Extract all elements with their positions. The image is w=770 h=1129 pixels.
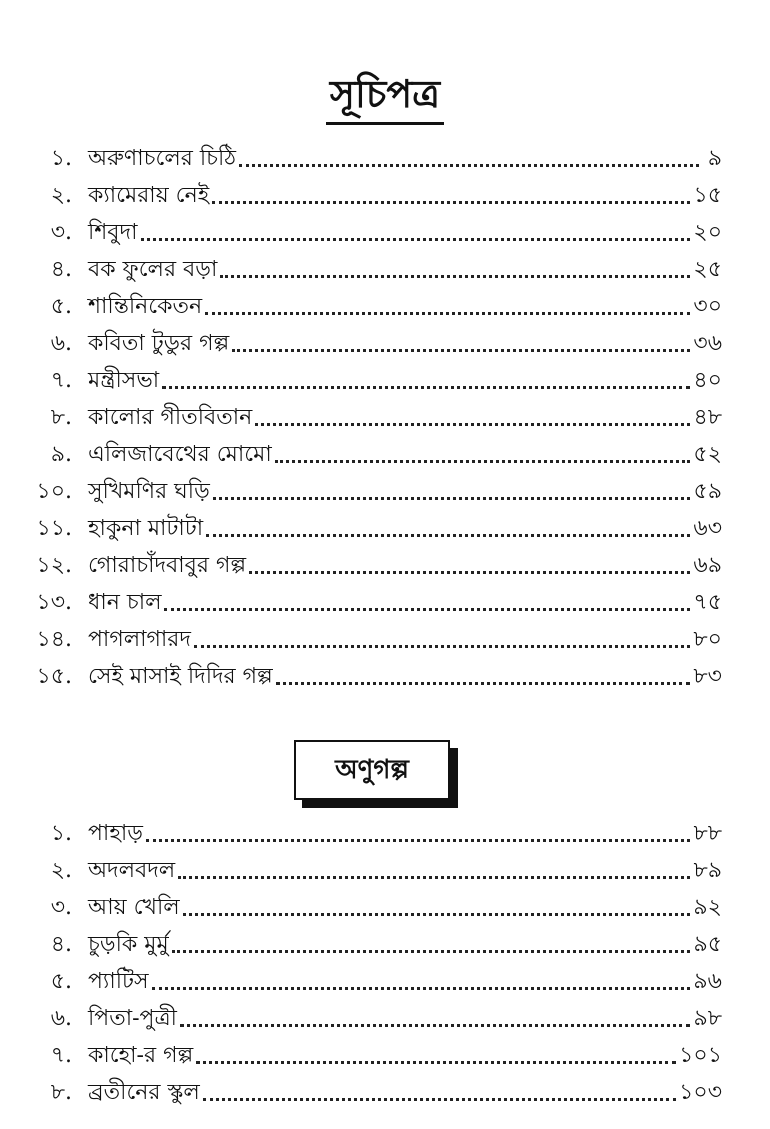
toc-row (22, 251, 722, 288)
toc-row (22, 1000, 722, 1037)
toc-row (22, 288, 722, 325)
entry-number: ১৪. (36, 627, 72, 652)
entry-number: ৬. (50, 1006, 72, 1031)
dot-leader (152, 986, 691, 990)
entry-title: কাহো-র গল্প (88, 1043, 194, 1068)
dot-leader (146, 838, 690, 842)
entry-title: অরুণাচলের চিঠি (88, 146, 237, 171)
entry-number: ১০. (36, 479, 72, 504)
dot-leader (249, 570, 690, 574)
dot-leader (275, 459, 691, 463)
entry-page-number: ৫৯ (693, 479, 722, 504)
toc-row (22, 140, 722, 177)
entry-title: ব্রতীনের স্কুল (88, 1080, 200, 1105)
dot-leader (220, 274, 690, 278)
toc-row (22, 362, 722, 399)
toc-row (22, 1037, 722, 1074)
entry-title: পাগলাগারদ (88, 627, 191, 652)
toc-row (22, 399, 722, 436)
toc-row (22, 621, 722, 658)
entry-title: শিবুদা (88, 220, 138, 245)
short-story-contents-list (22, 815, 722, 1111)
entry-title: চুড়কি মুর্মু (88, 932, 169, 957)
entry-title: গোরাচাঁদবাবুর গল্প (88, 553, 247, 578)
entry-number: ৮. (50, 1080, 72, 1105)
dot-leader (212, 200, 690, 204)
toc-row (22, 584, 722, 621)
entry-number: ২. (50, 858, 72, 883)
entry-page-number: ১৫ (693, 183, 722, 208)
main-contents-list (22, 140, 722, 695)
entry-number: ৩. (50, 220, 72, 245)
entry-title: ক্যামেরায় নেই (88, 183, 210, 208)
entry-title: প্যাটিস (88, 969, 149, 994)
dot-leader (213, 496, 691, 500)
entry-number: ১২. (36, 553, 72, 578)
entry-title: ধান চাল (88, 590, 162, 615)
entry-title: সুখিমণির ঘড়ি (88, 479, 210, 504)
entry-title: আয় খেলি (88, 895, 180, 920)
entry-number: ৮. (50, 405, 72, 430)
entry-page-number: ১০৩ (679, 1080, 722, 1105)
entry-page-number: ৮৯ (693, 858, 722, 883)
entry-page-number: ৬৯ (693, 553, 722, 578)
toc-row (22, 510, 722, 547)
entry-number: ৭. (50, 1043, 72, 1068)
dot-leader (206, 533, 690, 537)
entry-number: ১১. (36, 516, 72, 541)
entry-page-number: ৭৫ (693, 590, 722, 615)
section-heading: অণুগল্প (294, 740, 450, 800)
toc-row (22, 177, 722, 214)
dot-leader (205, 311, 690, 315)
entry-title: কালোর গীতবিতান (88, 405, 253, 430)
entry-number: ১৩. (36, 590, 72, 615)
dot-leader (141, 237, 691, 241)
entry-number: ৩. (50, 895, 72, 920)
dot-leader (196, 1060, 676, 1064)
entry-title: পাহাড় (88, 821, 143, 846)
entry-page-number: ৯২ (693, 895, 722, 920)
page-title: সূচিপত্র (326, 70, 444, 125)
entry-title: সেই মাসাই দিদির গল্প (88, 664, 273, 689)
entry-page-number: ৯৬ (693, 969, 722, 994)
entry-page-number: ৯৮ (693, 1006, 722, 1031)
toc-row (22, 436, 722, 473)
entry-title: মন্ত্রীসভা (88, 368, 160, 393)
toc-row (22, 547, 722, 584)
dot-leader (164, 607, 690, 611)
toc-row (22, 852, 722, 889)
entry-page-number: ৩০ (693, 294, 722, 319)
dot-leader (255, 422, 690, 426)
entry-number: ৬. (50, 331, 72, 356)
entry-page-number: ২৫ (693, 257, 722, 282)
entry-number: ৫. (50, 969, 72, 994)
entry-page-number: ১০১ (679, 1043, 722, 1068)
dot-leader (194, 644, 690, 648)
entry-page-number: ৮৮ (693, 821, 722, 846)
toc-row (22, 889, 722, 926)
entry-page-number: ৯৫ (693, 932, 722, 957)
dot-leader (276, 681, 691, 685)
dot-leader (180, 1023, 690, 1027)
entry-page-number: ৪০ (693, 368, 722, 393)
entry-title: কবিতা টুডুর গল্প (88, 331, 230, 356)
entry-number: ৯. (50, 442, 72, 467)
entry-title: বক ফুলের বড়া (88, 257, 218, 282)
entry-page-number: ৩৬ (693, 331, 722, 356)
entry-page-number: ৯ (707, 146, 722, 171)
entry-number: ১৫. (36, 664, 72, 689)
dot-leader (232, 348, 690, 352)
toc-row (22, 926, 722, 963)
dot-leader (183, 912, 691, 916)
entry-number: ১. (50, 821, 72, 846)
toc-row (22, 815, 722, 852)
entry-page-number: ২০ (693, 220, 722, 245)
dot-leader (162, 385, 690, 389)
toc-row (22, 325, 722, 362)
dot-leader (172, 949, 691, 953)
section-heading-box (294, 740, 450, 800)
toc-row (22, 1074, 722, 1111)
entry-number: ৭. (50, 368, 72, 393)
toc-row (22, 473, 722, 510)
entry-page-number: ৮০ (693, 627, 722, 652)
entry-page-number: ৫২ (693, 442, 722, 467)
entry-number: ৪. (50, 257, 72, 282)
entry-number: ৫. (50, 294, 72, 319)
entry-title: পিতা-পুত্রী (88, 1006, 177, 1031)
entry-page-number: ৮৩ (693, 664, 722, 689)
entry-title: শান্তিনিকেতন (88, 294, 203, 319)
entry-title: হাকুনা মাটাটা (88, 516, 204, 541)
title-area (0, 70, 770, 125)
toc-row (22, 658, 722, 695)
entry-page-number: ৬৩ (693, 516, 722, 541)
entry-title: অদলবদল (88, 858, 176, 883)
entry-number: ৪. (50, 932, 72, 957)
dot-leader (239, 163, 699, 167)
dot-leader (203, 1097, 676, 1101)
entry-number: ২. (50, 183, 72, 208)
toc-row (22, 963, 722, 1000)
toc-row (22, 214, 722, 251)
entry-title: এলিজাবেথের মোমো (88, 442, 272, 467)
entry-number: ১. (50, 146, 72, 171)
entry-page-number: ৪৮ (693, 405, 722, 430)
dot-leader (178, 875, 690, 879)
